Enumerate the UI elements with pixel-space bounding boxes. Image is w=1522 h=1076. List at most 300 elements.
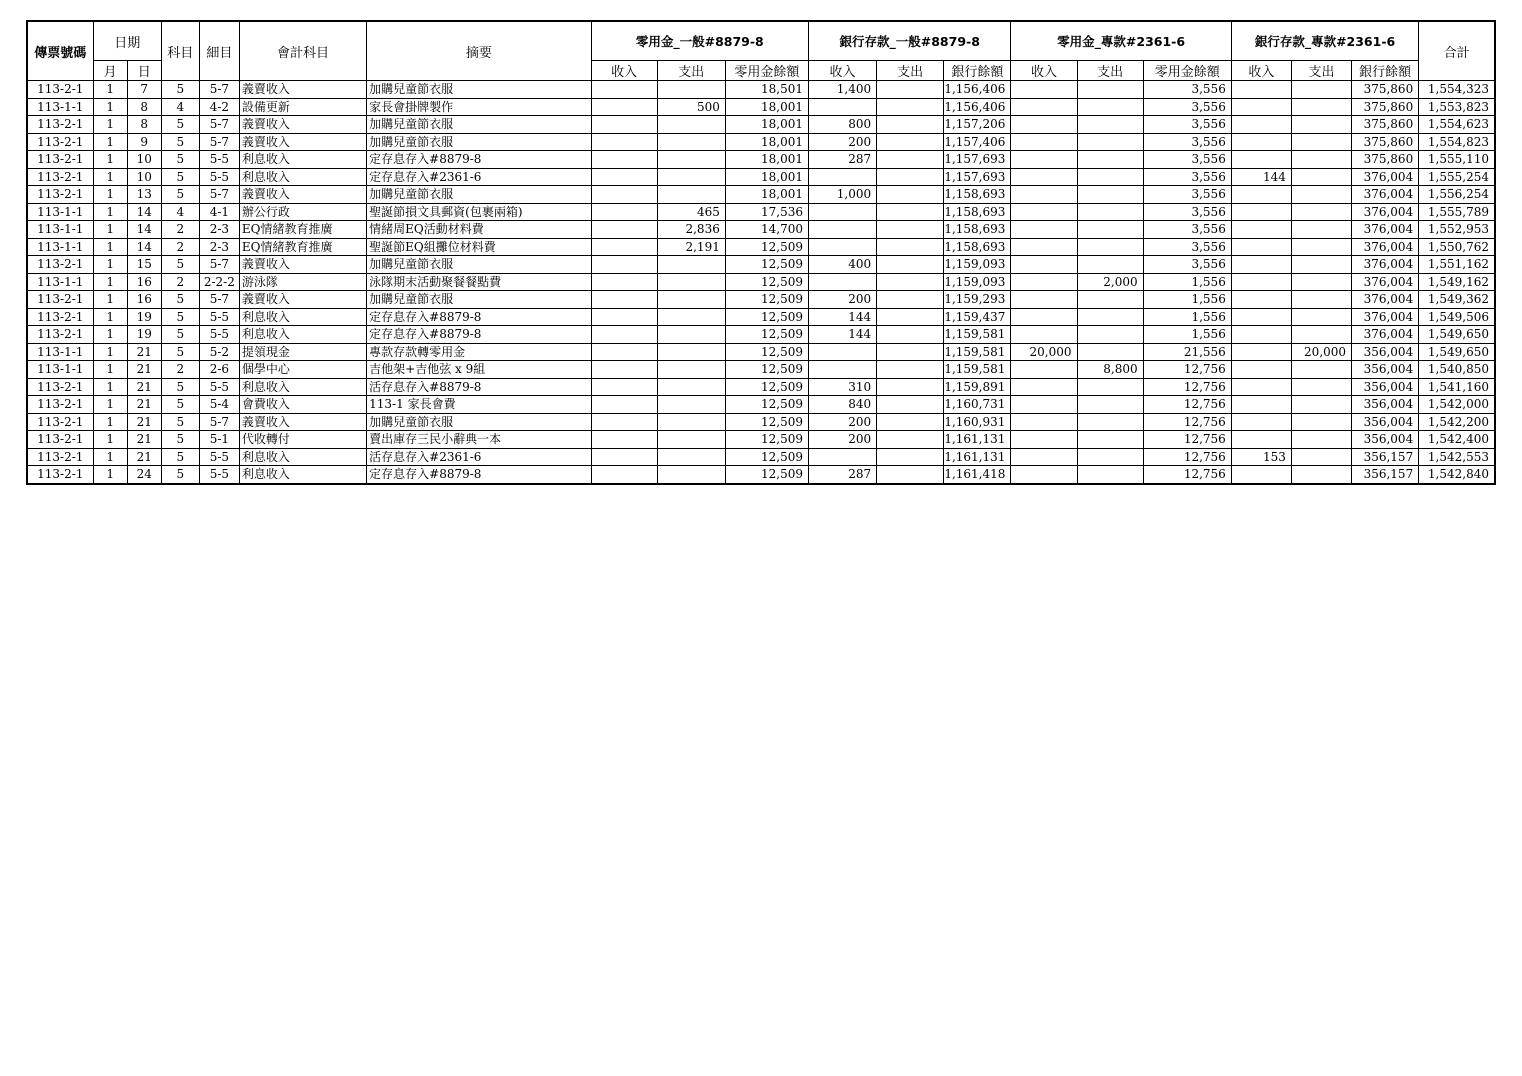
petty-general-balance-cell: 12,509 [725,326,808,344]
subject-cell: 5 [161,466,199,484]
petty-special-income-cell [1011,308,1077,326]
bank-special-expense-cell [1291,151,1351,169]
bank-special-income-cell: 144 [1231,168,1291,186]
detail-cell: 2-3 [199,221,239,239]
header-expense: 支出 [1291,61,1351,81]
header-petty-balance: 零用金餘額 [1143,61,1231,81]
petty-general-expense-cell [657,448,725,466]
bank-special-income-cell [1231,308,1291,326]
month-cell: 1 [93,133,127,151]
total-cell: 1,542,553 [1419,448,1495,466]
ledger-table [26,20,1496,485]
total-cell: 1,555,789 [1419,203,1495,221]
header-bank-balance: 銀行餘額 [1352,61,1419,81]
bank-general-income-cell [809,168,877,186]
petty-general-income-cell [591,221,657,239]
petty-special-balance-cell: 3,556 [1143,133,1231,151]
bank-special-expense-cell [1291,273,1351,291]
bank-special-income-cell [1231,466,1291,484]
header-income: 收入 [591,61,657,81]
month-cell: 1 [93,466,127,484]
bank-general-expense-cell [877,361,944,379]
bank-special-income-cell [1231,378,1291,396]
subject-cell: 5 [161,256,199,274]
month-cell: 1 [93,186,127,204]
header-petty-special: 零用金_專款#2361-6 [1011,21,1231,61]
bank-special-balance-cell: 356,004 [1352,361,1419,379]
petty-special-balance-cell: 3,556 [1143,116,1231,134]
bank-special-expense-cell [1291,413,1351,431]
month-cell: 1 [93,378,127,396]
bank-special-income-cell [1231,116,1291,134]
petty-special-expense-cell [1077,413,1143,431]
subject-cell: 5 [161,81,199,99]
table-row [27,168,1495,186]
bank-general-income-cell [809,221,877,239]
bank-special-balance-cell: 376,004 [1352,168,1419,186]
month-cell: 1 [93,308,127,326]
month-cell: 1 [93,203,127,221]
petty-special-balance-cell: 3,556 [1143,256,1231,274]
bank-general-expense-cell [877,413,944,431]
table-row [27,448,1495,466]
summary-cell: 加購兒童節衣服 [367,256,591,274]
bank-general-expense-cell [877,98,944,116]
bank-general-balance-cell: 1,161,131 [944,448,1011,466]
summary-cell: 吉他架+吉他弦 x 9組 [367,361,591,379]
bank-special-income-cell [1231,273,1291,291]
bank-special-expense-cell [1291,186,1351,204]
petty-general-expense-cell [657,466,725,484]
ledger-sheet [26,20,1496,485]
month-cell: 1 [93,413,127,431]
bank-general-balance-cell: 1,158,693 [944,186,1011,204]
detail-cell: 5-1 [199,431,239,449]
bank-general-balance-cell: 1,159,891 [944,378,1011,396]
petty-general-expense-cell [657,378,725,396]
petty-general-income-cell [591,186,657,204]
bank-special-balance-cell: 376,004 [1352,221,1419,239]
bank-general-income-cell [809,203,877,221]
bank-general-expense-cell [877,343,944,361]
table-row [27,186,1495,204]
petty-special-income-cell [1011,448,1077,466]
petty-special-expense-cell [1077,203,1143,221]
petty-special-income-cell [1011,326,1077,344]
bank-general-income-cell: 200 [809,413,877,431]
petty-special-balance-cell: 12,756 [1143,466,1231,484]
petty-general-income-cell [591,168,657,186]
petty-special-balance-cell: 12,756 [1143,431,1231,449]
bank-special-expense-cell [1291,448,1351,466]
petty-general-income-cell [591,343,657,361]
day-cell: 21 [127,343,161,361]
bank-special-income-cell [1231,291,1291,309]
petty-general-balance-cell: 12,509 [725,308,808,326]
day-cell: 24 [127,466,161,484]
day-cell: 7 [127,81,161,99]
petty-special-income-cell [1011,256,1077,274]
month-cell: 1 [93,361,127,379]
account-cell: 義賣收入 [239,81,366,99]
bank-special-income-cell [1231,221,1291,239]
petty-special-expense-cell [1077,98,1143,116]
day-cell: 21 [127,378,161,396]
bank-special-expense-cell [1291,203,1351,221]
petty-special-expense-cell [1077,326,1143,344]
bank-general-expense-cell [877,396,944,414]
subject-cell: 5 [161,186,199,204]
day-cell: 21 [127,413,161,431]
bank-special-balance-cell: 376,004 [1352,308,1419,326]
total-cell: 1,555,254 [1419,168,1495,186]
detail-cell: 5-5 [199,448,239,466]
petty-special-expense-cell [1077,133,1143,151]
voucher-cell: 113-1-1 [27,273,93,291]
subject-cell: 5 [161,133,199,151]
detail-cell: 4-1 [199,203,239,221]
petty-special-expense-cell [1077,466,1143,484]
voucher-cell: 113-2-1 [27,396,93,414]
bank-general-income-cell [809,343,877,361]
voucher-cell: 113-1-1 [27,238,93,256]
bank-special-expense-cell [1291,378,1351,396]
total-cell: 1,554,823 [1419,133,1495,151]
bank-special-expense-cell [1291,238,1351,256]
summary-cell: 專款存款轉零用金 [367,343,591,361]
bank-special-expense-cell: 20,000 [1291,343,1351,361]
table-row [27,291,1495,309]
petty-special-income-cell [1011,413,1077,431]
account-cell: EQ情緒教育推廣 [239,221,366,239]
total-cell: 1,550,762 [1419,238,1495,256]
petty-general-expense-cell [657,413,725,431]
month-cell: 1 [93,343,127,361]
bank-special-income-cell [1231,238,1291,256]
bank-special-expense-cell [1291,361,1351,379]
account-cell: 義賣收入 [239,186,366,204]
summary-cell: 加購兒童節衣服 [367,291,591,309]
table-row [27,81,1495,99]
bank-general-income-cell: 1,000 [809,186,877,204]
summary-cell: 賣出庫存三民小辭典一本 [367,431,591,449]
petty-special-balance-cell: 1,556 [1143,273,1231,291]
petty-general-expense-cell: 2,191 [657,238,725,256]
bank-special-expense-cell [1291,221,1351,239]
summary-cell: 加購兒童節衣服 [367,116,591,134]
petty-general-expense-cell [657,81,725,99]
subject-cell: 2 [161,273,199,291]
bank-special-income-cell [1231,133,1291,151]
month-cell: 1 [93,326,127,344]
subject-cell: 5 [161,378,199,396]
bank-special-balance-cell: 356,004 [1352,413,1419,431]
bank-general-expense-cell [877,203,944,221]
petty-general-income-cell [591,203,657,221]
bank-general-income-cell: 400 [809,256,877,274]
month-cell: 1 [93,256,127,274]
bank-special-expense-cell [1291,308,1351,326]
petty-special-income-cell [1011,168,1077,186]
day-cell: 8 [127,116,161,134]
total-cell: 1,542,000 [1419,396,1495,414]
voucher-cell: 113-2-1 [27,291,93,309]
account-cell: 辦公行政 [239,203,366,221]
petty-special-balance-cell: 3,556 [1143,221,1231,239]
voucher-cell: 113-2-1 [27,186,93,204]
petty-special-income-cell [1011,133,1077,151]
header-summary: 摘要 [367,21,591,81]
petty-general-expense-cell [657,256,725,274]
summary-cell: 聖誕節EQ組攤位材料費 [367,238,591,256]
account-cell: 利息收入 [239,448,366,466]
account-cell: 利息收入 [239,168,366,186]
petty-general-balance-cell: 18,001 [725,186,808,204]
detail-cell: 5-7 [199,133,239,151]
petty-special-expense-cell [1077,221,1143,239]
table-row [27,431,1495,449]
petty-special-income-cell [1011,186,1077,204]
bank-general-income-cell: 287 [809,466,877,484]
day-cell: 21 [127,431,161,449]
total-cell: 1,554,623 [1419,116,1495,134]
account-cell: 個學中心 [239,361,366,379]
total-cell: 1,549,650 [1419,326,1495,344]
petty-special-balance-cell: 21,556 [1143,343,1231,361]
table-body [27,81,1495,484]
bank-general-balance-cell: 1,156,406 [944,98,1011,116]
petty-general-expense-cell [657,361,725,379]
petty-special-income-cell [1011,378,1077,396]
summary-cell: 情緒周EQ活動材料費 [367,221,591,239]
table-row [27,116,1495,134]
bank-special-balance-cell: 376,004 [1352,203,1419,221]
bank-special-balance-cell: 356,157 [1352,448,1419,466]
bank-special-expense-cell [1291,466,1351,484]
bank-special-balance-cell: 376,004 [1352,238,1419,256]
bank-special-income-cell [1231,431,1291,449]
bank-general-balance-cell: 1,157,693 [944,168,1011,186]
bank-special-balance-cell: 376,004 [1352,256,1419,274]
voucher-cell: 113-2-1 [27,81,93,99]
petty-general-expense-cell: 2,836 [657,221,725,239]
subject-cell: 2 [161,238,199,256]
petty-general-expense-cell [657,396,725,414]
bank-general-expense-cell [877,431,944,449]
petty-special-balance-cell: 3,556 [1143,203,1231,221]
account-cell: 利息收入 [239,326,366,344]
petty-special-expense-cell [1077,116,1143,134]
petty-general-income-cell [591,361,657,379]
bank-general-balance-cell: 1,160,731 [944,396,1011,414]
bank-general-balance-cell: 1,159,581 [944,343,1011,361]
detail-cell: 2-3 [199,238,239,256]
petty-special-balance-cell: 12,756 [1143,413,1231,431]
petty-general-expense-cell [657,308,725,326]
voucher-cell: 113-2-1 [27,151,93,169]
total-cell: 1,552,953 [1419,221,1495,239]
petty-special-expense-cell [1077,378,1143,396]
bank-general-expense-cell [877,273,944,291]
bank-special-balance-cell: 356,004 [1352,378,1419,396]
bank-general-income-cell: 310 [809,378,877,396]
account-cell: 利息收入 [239,151,366,169]
bank-special-expense-cell [1291,431,1351,449]
summary-cell: 定存息存入#8879-8 [367,326,591,344]
bank-special-expense-cell [1291,256,1351,274]
petty-special-expense-cell: 2,000 [1077,273,1143,291]
petty-general-expense-cell [657,151,725,169]
bank-general-income-cell: 800 [809,116,877,134]
petty-general-expense-cell [657,343,725,361]
petty-special-balance-cell: 3,556 [1143,168,1231,186]
month-cell: 1 [93,396,127,414]
month-cell: 1 [93,273,127,291]
day-cell: 19 [127,308,161,326]
petty-general-expense-cell [657,133,725,151]
petty-general-income-cell [591,396,657,414]
bank-special-expense-cell [1291,98,1351,116]
table-row [27,238,1495,256]
total-cell: 1,551,162 [1419,256,1495,274]
month-cell: 1 [93,168,127,186]
summary-cell: 活存息存入#2361-6 [367,448,591,466]
table-row [27,466,1495,484]
petty-general-balance-cell: 18,501 [725,81,808,99]
table-row [27,203,1495,221]
petty-special-expense-cell [1077,291,1143,309]
account-cell: 義賣收入 [239,256,366,274]
summary-cell: 活存息存入#8879-8 [367,378,591,396]
bank-general-expense-cell [877,168,944,186]
bank-special-expense-cell [1291,396,1351,414]
petty-special-income-cell [1011,291,1077,309]
voucher-cell: 113-2-1 [27,256,93,274]
petty-general-expense-cell [657,116,725,134]
petty-special-income-cell: 20,000 [1011,343,1077,361]
header-petty-balance: 零用金餘額 [725,61,808,81]
bank-special-expense-cell [1291,291,1351,309]
day-cell: 21 [127,448,161,466]
month-cell: 1 [93,151,127,169]
petty-special-balance-cell: 12,756 [1143,361,1231,379]
month-cell: 1 [93,238,127,256]
subject-cell: 2 [161,221,199,239]
header-bank-general: 銀行存款_一般#8879-8 [809,21,1011,61]
detail-cell: 5-7 [199,186,239,204]
petty-general-income-cell [591,378,657,396]
petty-special-expense-cell [1077,256,1143,274]
voucher-cell: 113-1-1 [27,221,93,239]
month-cell: 1 [93,291,127,309]
table-row [27,378,1495,396]
voucher-cell: 113-1-1 [27,203,93,221]
account-cell: 利息收入 [239,378,366,396]
bank-special-balance-cell: 375,860 [1352,133,1419,151]
day-cell: 21 [127,361,161,379]
petty-general-income-cell [591,81,657,99]
bank-general-expense-cell [877,81,944,99]
petty-special-balance-cell: 12,756 [1143,396,1231,414]
detail-cell: 5-7 [199,291,239,309]
header-bank-balance: 銀行餘額 [944,61,1011,81]
petty-general-income-cell [591,431,657,449]
total-cell: 1,549,162 [1419,273,1495,291]
bank-special-balance-cell: 356,004 [1352,431,1419,449]
account-cell: 義賣收入 [239,133,366,151]
bank-general-income-cell: 144 [809,326,877,344]
bank-general-expense-cell [877,186,944,204]
bank-general-income-cell: 840 [809,396,877,414]
subject-cell: 5 [161,413,199,431]
day-cell: 16 [127,273,161,291]
bank-general-balance-cell: 1,158,693 [944,221,1011,239]
bank-special-income-cell [1231,151,1291,169]
bank-general-balance-cell: 1,159,581 [944,326,1011,344]
petty-general-income-cell [591,448,657,466]
header-income: 收入 [809,61,877,81]
petty-general-balance-cell: 12,509 [725,396,808,414]
petty-special-expense-cell: 8,800 [1077,361,1143,379]
petty-general-income-cell [591,256,657,274]
petty-general-expense-cell [657,273,725,291]
subject-cell: 5 [161,343,199,361]
day-cell: 21 [127,396,161,414]
day-cell: 9 [127,133,161,151]
bank-special-balance-cell: 375,860 [1352,81,1419,99]
table-row [27,273,1495,291]
bank-special-balance-cell: 376,004 [1352,273,1419,291]
petty-general-balance-cell: 12,509 [725,413,808,431]
table-row [27,396,1495,414]
total-cell: 1,554,323 [1419,81,1495,99]
bank-general-balance-cell: 1,157,406 [944,133,1011,151]
petty-special-income-cell [1011,273,1077,291]
detail-cell: 5-5 [199,466,239,484]
subject-cell: 5 [161,396,199,414]
day-cell: 10 [127,168,161,186]
bank-general-income-cell [809,273,877,291]
petty-general-balance-cell: 12,509 [725,343,808,361]
day-cell: 14 [127,238,161,256]
subject-cell: 5 [161,326,199,344]
petty-general-balance-cell: 18,001 [725,116,808,134]
summary-cell: 家長會掛牌製作 [367,98,591,116]
petty-general-expense-cell [657,431,725,449]
petty-general-income-cell [591,116,657,134]
total-cell: 1,542,200 [1419,413,1495,431]
bank-special-income-cell [1231,413,1291,431]
account-cell: 提領現金 [239,343,366,361]
subject-cell: 5 [161,431,199,449]
table-row [27,151,1495,169]
bank-special-income-cell [1231,98,1291,116]
detail-cell: 5-5 [199,151,239,169]
petty-special-income-cell [1011,116,1077,134]
bank-general-balance-cell: 1,158,693 [944,203,1011,221]
voucher-cell: 113-2-1 [27,168,93,186]
petty-special-expense-cell [1077,431,1143,449]
petty-general-expense-cell [657,326,725,344]
header-total: 合計 [1419,21,1495,81]
bank-general-expense-cell [877,116,944,134]
header-bank-special: 銀行存款_專款#2361-6 [1231,21,1418,61]
detail-cell: 5-7 [199,256,239,274]
day-cell: 19 [127,326,161,344]
detail-cell: 5-5 [199,378,239,396]
detail-cell: 2-2-2 [199,273,239,291]
petty-general-balance-cell: 12,509 [725,431,808,449]
